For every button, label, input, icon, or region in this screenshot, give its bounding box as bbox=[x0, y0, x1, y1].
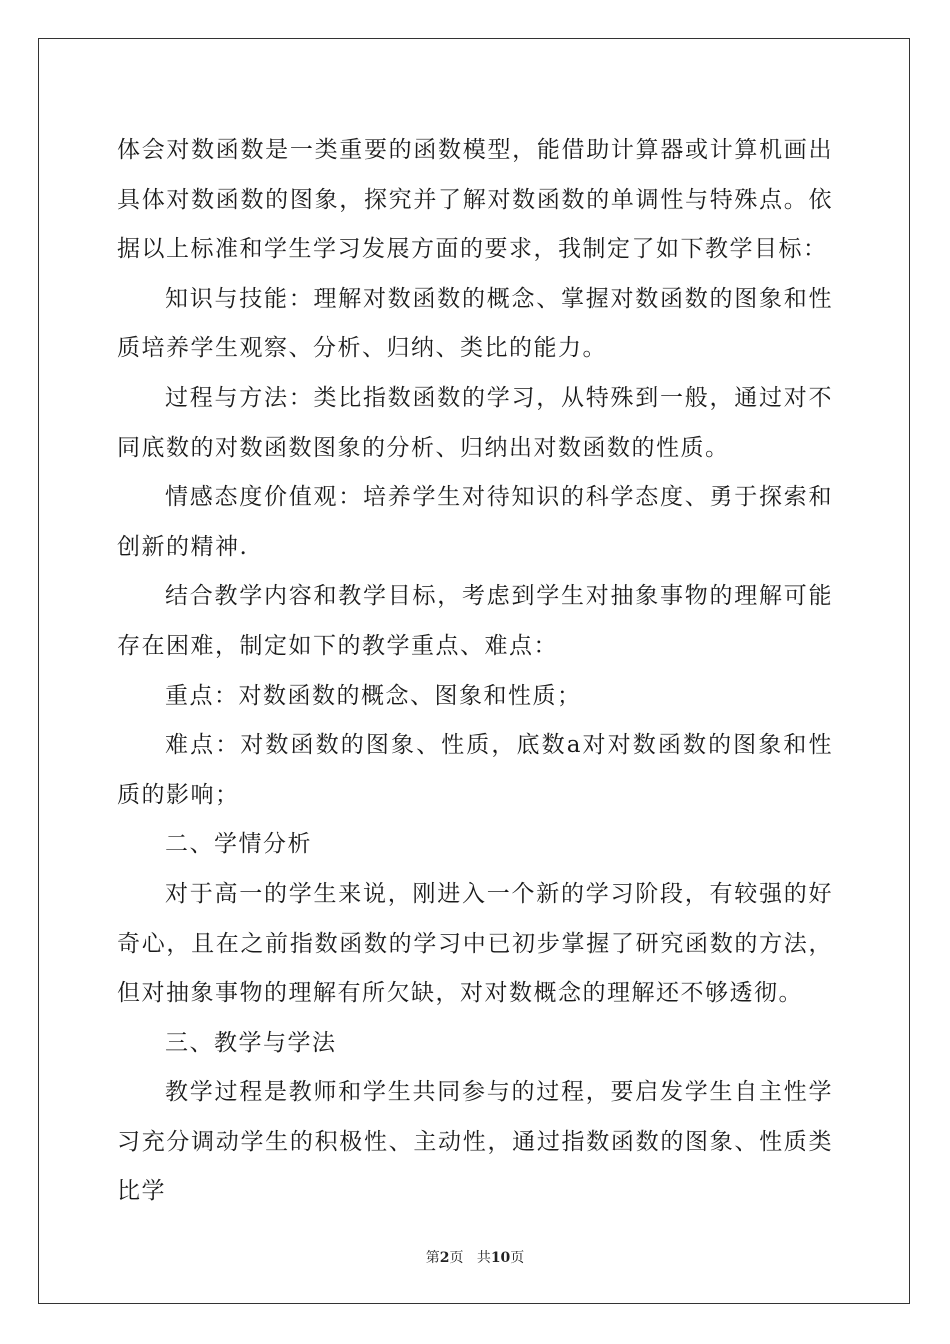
paragraph-11: 教学过程是教师和学生共同参与的过程，要启发学生自主性学习充分调动学生的积极性、主动性，通过指数函数的图象、性质类比学 bbox=[117, 1079, 833, 1205]
page-footer bbox=[0, 1247, 950, 1267]
paragraph-6: 重点：对数函数的概念、图象和性质； bbox=[165, 682, 582, 709]
total-prefix: 共 bbox=[476, 1250, 491, 1266]
paragraph-7: 难点：对数函数的图象、性质，底数a对对数函数的图象和性质的影响； bbox=[117, 732, 833, 808]
paragraph-1: 体会对数函数是一类重要的函数模型，能借助计算器或计算机画出具体对数函数的图象，探究并了解对数函数的单调性与特殊点。依据以上标准和学生学习发展方面的要求，我制定了如下教学目标： bbox=[117, 137, 833, 263]
section-heading-3: 三、教学与学法 bbox=[165, 1029, 337, 1056]
document-body bbox=[117, 126, 833, 1217]
total-suffix: 页 bbox=[510, 1250, 525, 1266]
section-heading-2: 二、学情分析 bbox=[165, 831, 312, 858]
paragraph-4: 情感态度价值观：培养学生对待知识的科学态度、勇于探索和创新的精神. bbox=[117, 484, 833, 560]
page-prefix: 第 bbox=[425, 1250, 440, 1266]
page-number: 2 bbox=[439, 1250, 450, 1266]
paragraph-3: 过程与方法：类比指数函数的学习，从特殊到一般，通过对不同底数的对数函数图象的分析、归纳出对数函数的性质。 bbox=[117, 384, 833, 461]
paragraph-2: 知识与技能：理解对数函数的概念、掌握对数函数的图象和性质培养学生观察、分析、归纳、类比的能力。 bbox=[117, 285, 833, 362]
total-pages: 10 bbox=[490, 1250, 511, 1266]
paragraph-5: 结合教学内容和教学目标，考虑到学生对抽象事物的理解可能存在困难，制定如下的教学重点、难点： bbox=[117, 583, 833, 659]
paragraph-9: 对于高一的学生来说，刚进入一个新的学习阶段，有较强的好奇心，且在之前指数函数的学习中已初步掌握了研究函数的方法，但对抽象事物的理解有所欠缺，对对数概念的理解还不够透彻。 bbox=[117, 880, 833, 1007]
page-suffix: 页 bbox=[449, 1250, 464, 1266]
